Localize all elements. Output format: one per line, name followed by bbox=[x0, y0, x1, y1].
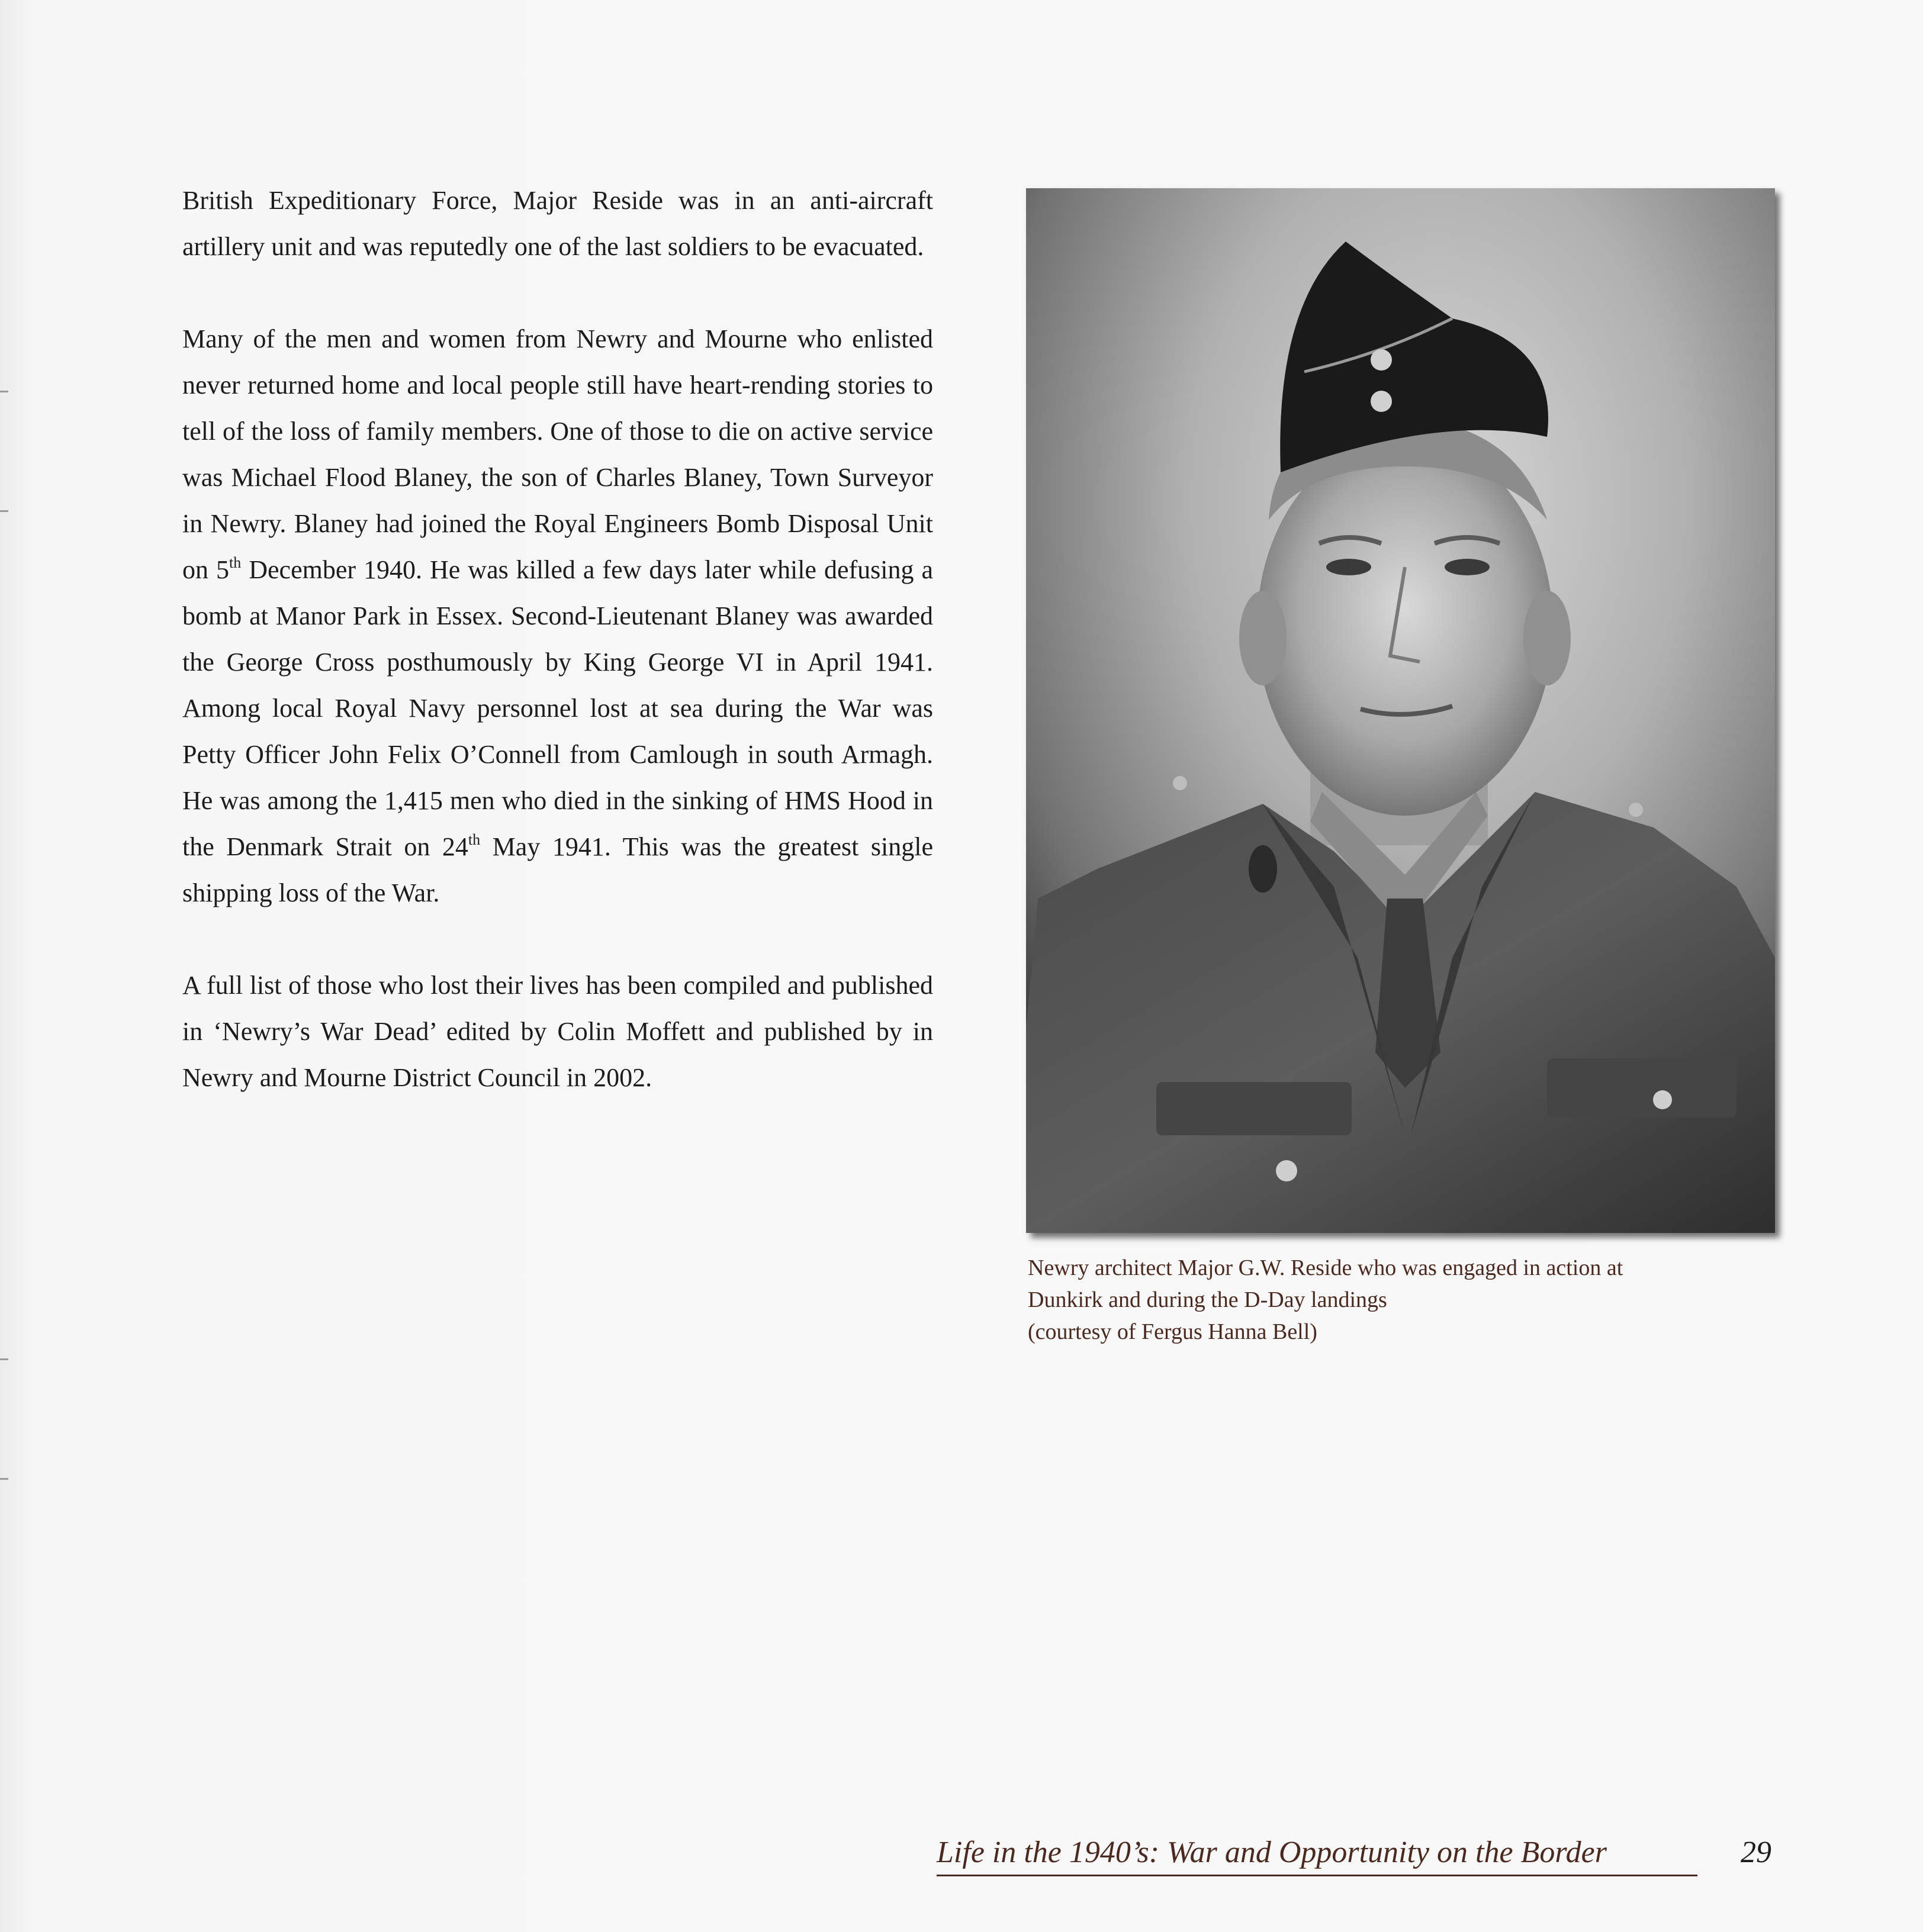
binding-mark bbox=[0, 510, 8, 512]
caption-line-2: Dunkirk and during the D-Day landings bbox=[1028, 1287, 1387, 1312]
paragraph-2-part-c: May 1941. This was the greatest single shipping loss of the War. bbox=[182, 832, 933, 907]
caption-line-3: (courtesy of Fergus Hanna Bell) bbox=[1028, 1319, 1317, 1344]
ordinal-superscript: th bbox=[468, 831, 481, 848]
portrait-photo bbox=[1026, 188, 1775, 1233]
photo-caption bbox=[1028, 1252, 1786, 1348]
paragraph-2-part-b: December 1940. He was killed a few days later while defusing a bomb at Manor Park in Essex. Second-Lieutenant Blaney was awarded the George Cross posthumously by King George VI in April 1941. Among local Royal Navy personnel lost at sea during the War was Petty Officer John Felix O’Connell from Camlough in south Armagh. He was among the 1,415 men who died in the sinking of HMS Hood in the Denmark Strait on 24 bbox=[182, 555, 933, 861]
binding-mark bbox=[0, 1478, 8, 1480]
portrait-illustration bbox=[1026, 188, 1775, 1233]
running-title: Life in the 1940’s: War and Opportunity on the Border bbox=[937, 1835, 1697, 1876]
page-footer bbox=[937, 1835, 1777, 1888]
binding-mark bbox=[0, 1358, 8, 1360]
body-text bbox=[182, 178, 933, 1147]
paragraph-1: British Expeditionary Force, Major Reside was in an anti-aircraft artillery unit and was reputedly one of the last soldiers to be evacuated. bbox=[182, 186, 933, 261]
paragraph-3: A full list of those who lost their lives has been compiled and published in ‘Newry’s War Dead’ edited by Colin Moffett and published by in Newry and Mourne District Council in 2002. bbox=[182, 971, 933, 1092]
paragraph-2 bbox=[182, 316, 933, 916]
binding-mark bbox=[0, 391, 8, 392]
caption-line-1: Newry architect Major G.W. Reside who was engaged in action at bbox=[1028, 1255, 1623, 1280]
ordinal-superscript: th bbox=[229, 554, 242, 571]
page-number: 29 bbox=[1741, 1836, 1771, 1869]
paragraph-2-part-a: Many of the men and women from Newry and Mourne who enlisted never returned home and local people still have heart-rending stories to tell of the loss of family members. One of those to die on active service was Michael Flood Blaney, the son of Charles Blaney, Town Surveyor in Newry. Blaney had joined the Royal Engineers Bomb Disposal Unit on 5 bbox=[182, 324, 933, 584]
